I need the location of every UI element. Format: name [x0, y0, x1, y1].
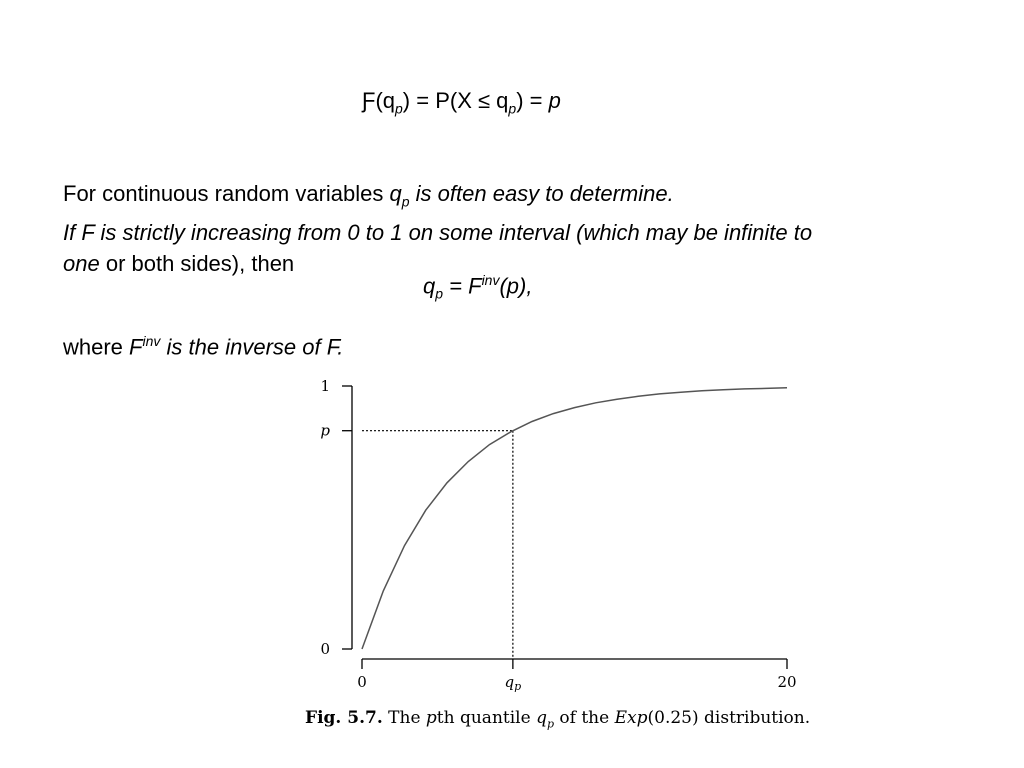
x-tick-label-qp: $q_p$: [504, 673, 522, 692]
figure-caption: Fig. 5.7. The pth quantile $q_p$ of the Exp(0.25) distribution.: [305, 708, 811, 731]
y-tick-label-1: 1: [320, 377, 330, 395]
inverse-formula: $q_p = F^{inv}(p)$,: [423, 272, 533, 302]
quantile-definition-formula: $Ƒ(q_p) = P(X \le q_p) = p$: [362, 88, 561, 117]
inverse-definition-line: where $F^{inv}$ is the inverse of F.: [63, 333, 344, 360]
paragraph-line-1: For continuous random variables $q_p$ is often easy to determine.: [63, 181, 674, 210]
body-paragraph: [63, 178, 963, 279]
exp-cdf-chart: [290, 372, 820, 692]
cdf-curve: [362, 388, 787, 649]
x-tick-label-20: 20: [777, 673, 797, 691]
y-tick-label-0: 0: [320, 640, 330, 658]
paragraph-line-3: one or both sides), then: [63, 251, 295, 277]
y-tick-label-p: p: [320, 421, 330, 440]
x-tick-label-0: 0: [357, 673, 367, 691]
paragraph-line-2: If F is strictly increasing from 0 to 1 on some interval (which may be infinite to: [63, 220, 813, 246]
